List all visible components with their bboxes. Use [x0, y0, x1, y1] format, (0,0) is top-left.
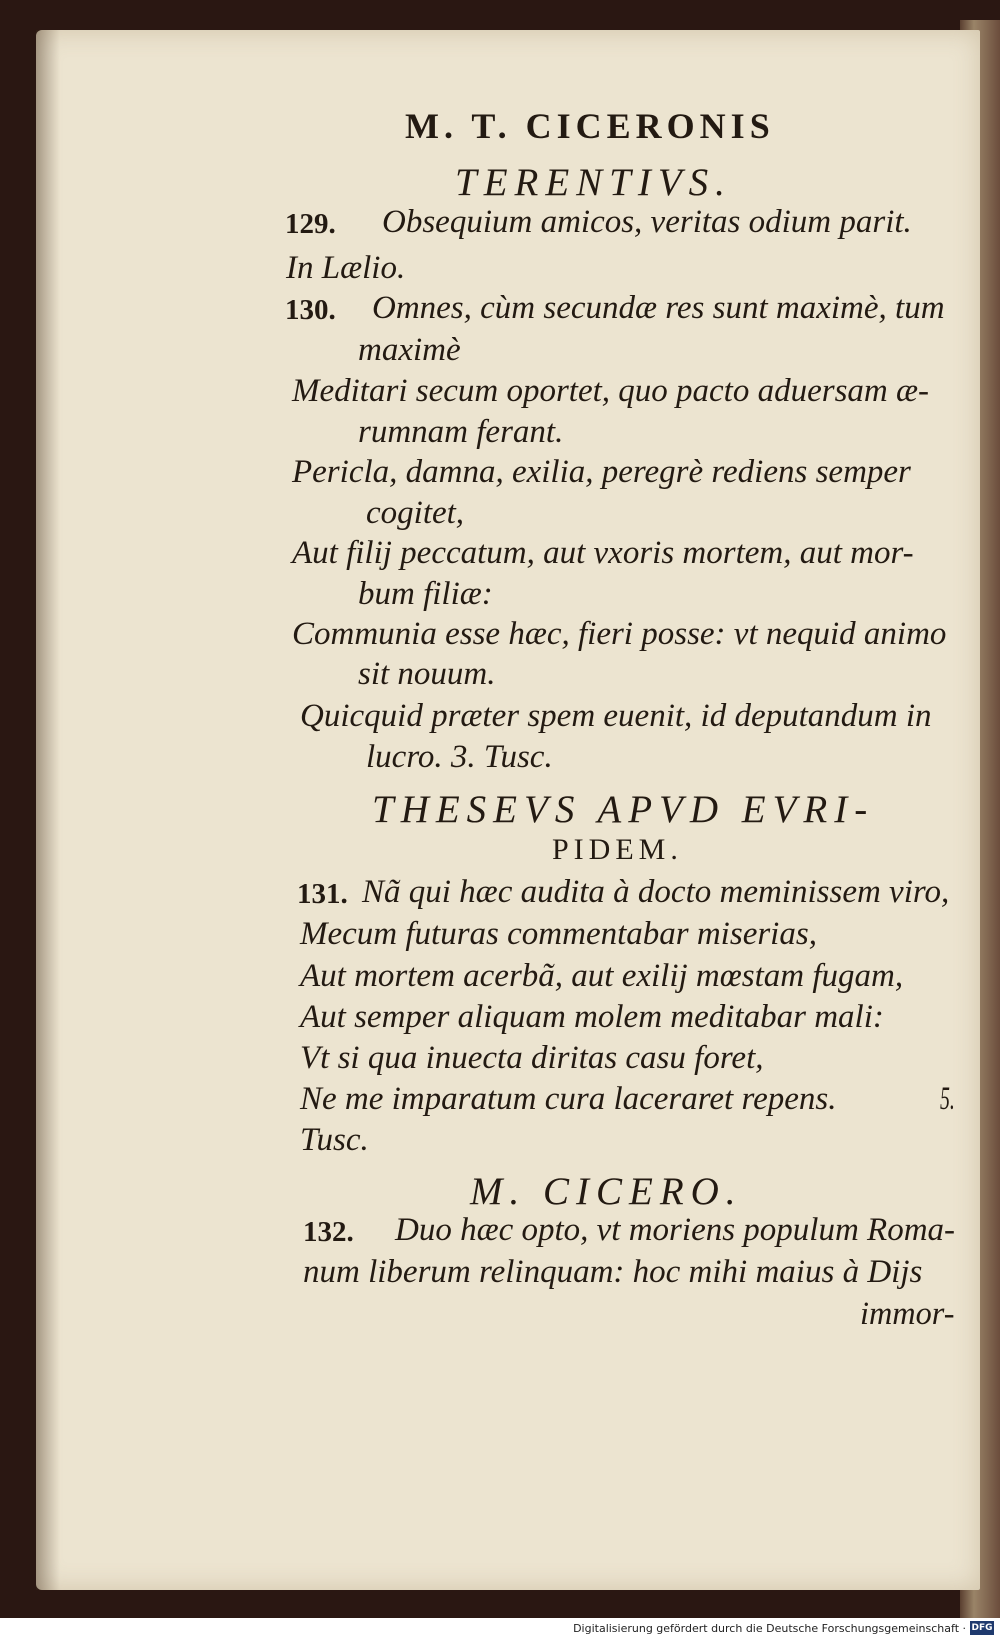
verse-line: Pericla, damna, exilia, peregrè rediens semper [292, 454, 911, 490]
verse-line: Aut semper aliquam molem meditabar mali: [300, 999, 884, 1035]
verse-line: sit nouum. [358, 656, 496, 692]
verse-line: Ne me imparatum cura laceraret repens. [300, 1081, 837, 1117]
verse-line: num liberum relinquam: hoc mihi maius à Dijs [303, 1254, 923, 1290]
source-citation: In Lælio. [286, 250, 406, 286]
verse-line: bum filiæ: [358, 576, 493, 612]
source-citation: Tusc. [300, 1122, 369, 1158]
section-heading-terentius: TERENTIVS. [455, 161, 732, 204]
section-heading-cicero: M. CICERO. [470, 1170, 743, 1213]
catchword: immor- [860, 1296, 955, 1332]
section-heading-theseus-cont: PIDEM. [552, 833, 683, 866]
verse-line: lucro. 3. Tusc. [366, 739, 553, 775]
running-head: M. T. CICERONIS [405, 106, 775, 146]
verse-line: Obsequium amicos, veritas odium parit. [382, 204, 912, 240]
verse-line: Communia esse hæc, fieri posse: vt nequid animo [292, 616, 947, 652]
verse-line: Aut filij peccatum, aut vxoris mortem, aut mor- [292, 535, 914, 571]
entry-number-132: 132. [303, 1216, 354, 1248]
verse-line: Omnes, cùm secundæ res sunt maximè, tum [372, 290, 945, 326]
verse-line: Duo hæc opto, vt moriens populum Roma- [395, 1212, 956, 1248]
dfg-logo: DFG [971, 1623, 993, 1633]
verse-line: Nã qui hæc audita à docto meminissem viro, [362, 874, 950, 910]
funding-credit: Digitalisierung gefördert durch die Deutsche Forschungsgemeinschaft · [573, 1622, 966, 1635]
verse-line: Mecum futuras commentabar miserias, [300, 916, 817, 952]
verse-line: rumnam ferant. [358, 414, 564, 450]
entry-number-129: 129. [285, 208, 336, 240]
verse-line: Meditari secum oportet, quo pacto aduersam æ- [292, 373, 930, 409]
verse-line: cogitet, [366, 495, 465, 531]
entry-number-130: 130. [285, 294, 336, 326]
verse-line: Quicquid præter spem euenit, id deputandum in [300, 698, 932, 734]
verse-line: maximè [358, 332, 461, 368]
page-gutter [36, 30, 60, 1590]
entry-number-131: 131. [297, 878, 348, 910]
verse-line: Aut mortem acerbã, aut exilij mœstam fugam, [300, 958, 904, 994]
book-reference: 5. [940, 1081, 955, 1117]
verse-line: Vt si qua inuecta diritas casu foret, [300, 1040, 764, 1076]
section-heading-theseus: THESEVS APVD EVRI- [372, 788, 875, 831]
